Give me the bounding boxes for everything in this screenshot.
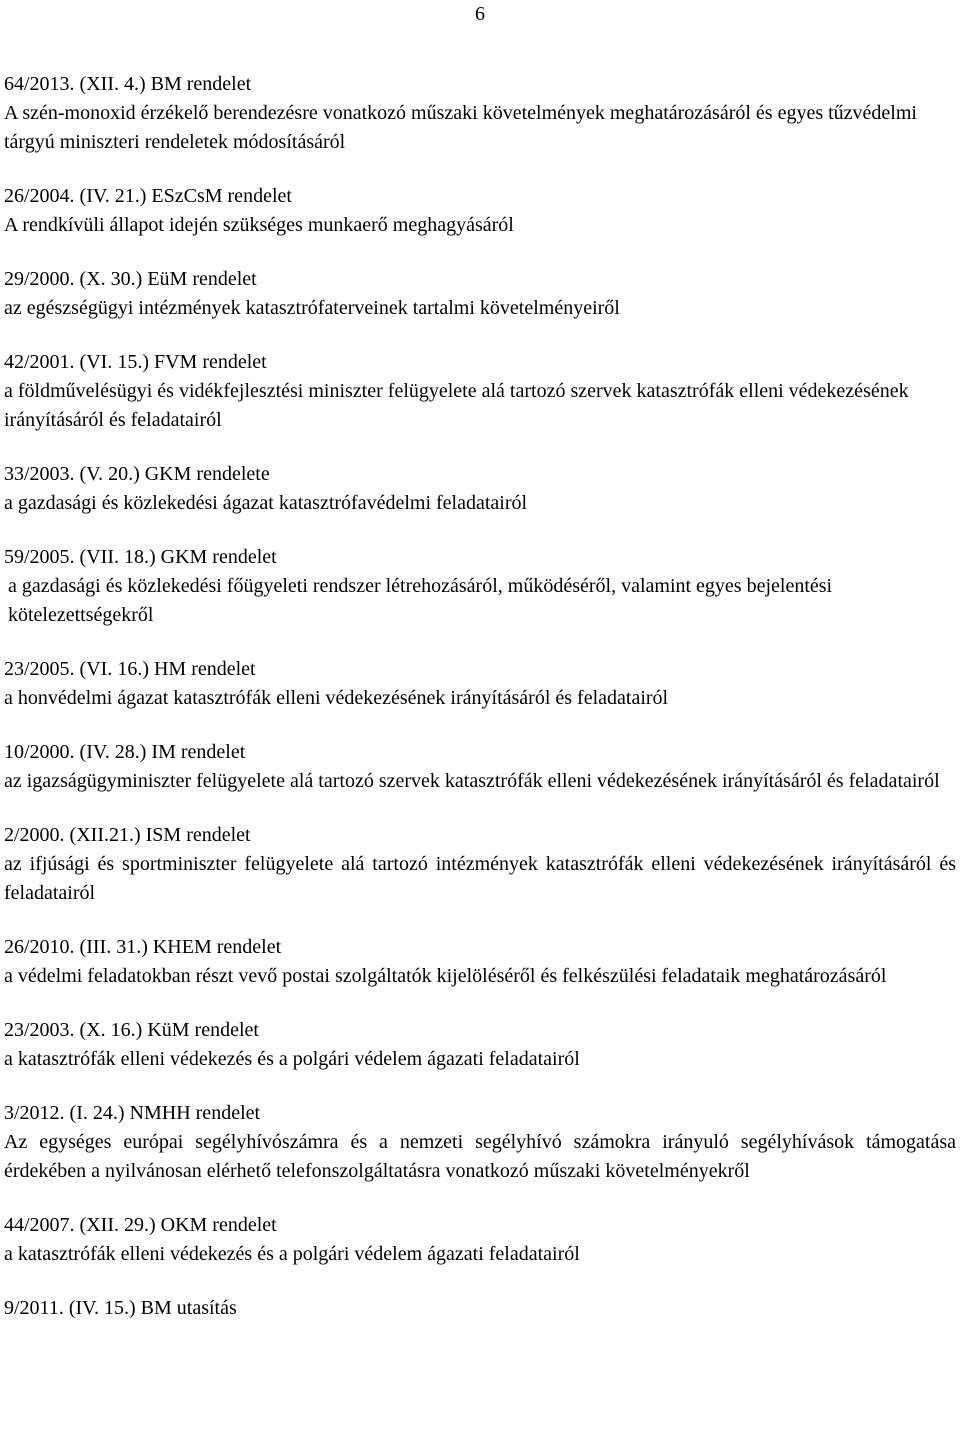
- page-number: 6: [475, 3, 485, 25]
- regulation-description: a katasztrófák elleni védekezés és a polgári védelem ágazati feladatairól: [4, 1048, 580, 1070]
- regulation-description: Az egységes európai segélyhívószámra és a nemzeti segélyhívó számokra irányuló segélyhívások támogatása érdekében a nyilvánosan elérhető telefonszolgáltatásra vonatkozó műszaki követelményekről: [4, 1131, 956, 1182]
- regulation-heading: 2/2000. (XII.21.) ISM rendelet: [4, 824, 251, 846]
- regulation-heading: 26/2004. (IV. 21.) ESzCsM rendelet: [4, 185, 292, 207]
- regulation-heading: 33/2003. (V. 20.) GKM rendelete: [4, 463, 270, 485]
- regulation-entry-10: [4, 933, 956, 991]
- regulation-description: a védelmi feladatokban részt vevő postai szolgáltatók kijelöléséről és felkészülési feladataik meghatározásáról: [4, 965, 887, 987]
- regulation-description: az igazságügyminiszter felügyelete alá tartozó szervek katasztrófák elleni védekezésének irányításáról és feladatairól: [4, 770, 940, 792]
- regulation-description: a földművelésügyi és vidékfejlesztési miniszter felügyelete alá tartozó szervek katasztrófák elleni védekezésének irányításáról és feladatairól: [4, 380, 909, 431]
- regulation-entry-12: [4, 1099, 956, 1186]
- regulation-entry-5: [4, 460, 956, 518]
- regulation-description: A szén-monoxid érzékelő berendezésre vonatkozó műszaki követelmények meghatározásáról és egyes tűzvédelmi tárgyú miniszteri rendeletek módosításáról: [4, 102, 917, 153]
- regulation-heading: 64/2013. (XII. 4.) BM rendelet: [4, 73, 252, 95]
- regulation-heading: 29/2000. (X. 30.) EüM rendelet: [4, 268, 257, 290]
- regulation-description: az egészségügyi intézmények katasztrófaterveinek tartalmi követelményeiről: [4, 297, 620, 319]
- regulation-entry-6: [4, 543, 956, 630]
- regulation-description: a katasztrófák elleni védekezés és a polgári védelem ágazati feladatairól: [4, 1243, 580, 1265]
- regulation-description: A rendkívüli állapot idején szükséges munkaerő meghagyásáról: [4, 214, 514, 236]
- regulation-description: az ifjúsági és sportminiszter felügyelete alá tartozó intézmények katasztrófák elleni védekezésének irányításáról és feladatairól: [4, 853, 956, 904]
- regulation-entry-13: [4, 1211, 956, 1269]
- regulation-heading: 59/2005. (VII. 18.) GKM rendelet: [4, 546, 277, 568]
- regulation-entry-7: [4, 655, 956, 713]
- regulation-entry-9: [4, 821, 956, 908]
- regulation-entry-2: [4, 182, 956, 240]
- regulation-entry-14: [4, 1294, 956, 1323]
- regulation-heading: 10/2000. (IV. 28.) IM rendelet: [4, 741, 246, 763]
- regulation-heading: 26/2010. (III. 31.) KHEM rendelet: [4, 936, 282, 958]
- regulation-entry-8: [4, 738, 956, 796]
- regulation-entry-4: [4, 348, 956, 435]
- regulation-description: a gazdasági és közlekedési ágazat katasztrófavédelmi feladatairól: [4, 492, 528, 514]
- regulation-entry-11: [4, 1016, 956, 1074]
- regulation-entry-3: [4, 265, 956, 323]
- regulation-heading: 44/2007. (XII. 29.) OKM rendelet: [4, 1214, 277, 1236]
- regulation-heading: 23/2003. (X. 16.) KüM rendelet: [4, 1019, 259, 1041]
- regulation-entry-1: [4, 70, 956, 157]
- regulation-list: [4, 70, 956, 1323]
- regulation-heading: 3/2012. (I. 24.) NMHH rendelet: [4, 1102, 261, 1124]
- regulation-heading: 23/2005. (VI. 16.) HM rendelet: [4, 658, 256, 680]
- regulation-description: a gazdasági és közlekedési főügyeleti rendszer létrehozásáról, működéséről, valamint egyes bejelentési kötelezettségekről: [8, 575, 833, 626]
- regulation-heading: 42/2001. (VI. 15.) FVM rendelet: [4, 351, 267, 373]
- regulation-heading: 9/2011. (IV. 15.) BM utasítás: [4, 1297, 237, 1319]
- regulation-description: a honvédelmi ágazat katasztrófák elleni védekezésének irányításáról és feladatairól: [4, 687, 669, 709]
